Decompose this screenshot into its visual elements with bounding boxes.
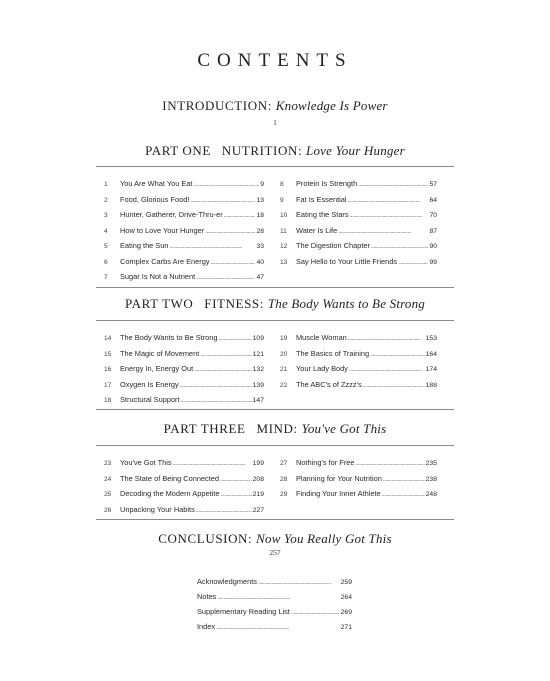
chapter-number: 20 (280, 350, 288, 358)
chapter-number: 10 (280, 212, 288, 219)
dot-leader (349, 362, 425, 378)
toc-entry (104, 346, 264, 362)
dot-leader (216, 620, 340, 635)
chapter-title: Water Is Life (296, 225, 338, 235)
chapter-page: 199 (252, 460, 264, 467)
chapter-title: Eating the Stars (296, 210, 349, 219)
chapter-number: 23 (104, 460, 112, 467)
chapter-number: 19 (280, 335, 288, 342)
chapter-page: 248 (425, 491, 437, 498)
dot-leader (358, 177, 428, 193)
toc-entry (280, 176, 437, 192)
part-two-heading (0, 296, 550, 312)
dot-leader (193, 177, 259, 193)
chapter-number: 1 (104, 181, 108, 188)
chapter-number: 16 (104, 366, 112, 373)
part-one-left-column (104, 176, 264, 285)
chapter-number: 26 (104, 506, 112, 514)
toc-entry (104, 377, 264, 393)
chapter-number: 17 (104, 381, 112, 389)
dot-leader (219, 331, 252, 347)
chapter-title: Oxygen Is Energy (120, 379, 179, 389)
chapter-title: Structural Support (120, 395, 180, 404)
part-one-heading (0, 143, 550, 159)
toc-entry (280, 361, 437, 377)
dot-leader (181, 393, 252, 409)
toc-entry (104, 223, 264, 239)
toc-entry (280, 238, 437, 254)
toc-entry (104, 330, 264, 346)
dot-leader (194, 362, 252, 378)
chapter-page: 264 (340, 594, 352, 601)
chapter-page: 188 (425, 381, 437, 389)
toc-entry (104, 455, 264, 471)
chapter-title: Say Hello to Your Little Friends (296, 256, 398, 266)
part-two-left-column (104, 330, 264, 408)
chapter-page: 164 (425, 350, 437, 358)
dot-leader (363, 378, 425, 394)
dot-leader (180, 378, 252, 394)
chapter-page: 121 (252, 350, 264, 358)
part-two-rule-top (96, 320, 454, 321)
chapter-page: 33 (256, 243, 264, 250)
chapter-number: 8 (280, 181, 284, 188)
chapter-page: 153 (425, 335, 437, 342)
dot-leader (348, 193, 429, 209)
chapter-title: Food, Glorious Food! (120, 194, 190, 204)
chapter-number: 6 (104, 258, 108, 266)
toc-entry (104, 392, 264, 408)
dot-leader (356, 456, 425, 472)
part-one-rule-bottom (96, 287, 454, 288)
toc-entry (104, 269, 264, 285)
chapter-page: 13 (256, 196, 264, 204)
toc-entry (104, 192, 264, 208)
part-three-right-column (280, 455, 437, 502)
dot-leader (211, 255, 256, 271)
dot-leader (220, 487, 251, 503)
toc-entry (104, 238, 264, 254)
introduction-subtitle: Knowledge Is Power (275, 98, 388, 113)
chapter-title: The State of Being Connected (120, 473, 220, 483)
chapter-number: 14 (104, 335, 112, 342)
toc-entry (104, 502, 264, 518)
chapter-page: 70 (429, 212, 437, 219)
chapter-title: Notes (197, 592, 217, 601)
toc-entry (197, 619, 352, 634)
conclusion-page: 257 (269, 548, 281, 557)
toc-entry (197, 574, 352, 589)
toc-entry (104, 486, 264, 502)
part-two-rule-bottom (96, 409, 454, 410)
part-two-label: PART TWO (124, 296, 194, 311)
chapter-title: Index (197, 622, 216, 631)
part-three-left-column (104, 455, 264, 517)
chapter-number: 13 (280, 258, 288, 266)
page-title: CONTENTS (197, 50, 353, 71)
chapter-page: 99 (429, 258, 437, 266)
chapter-title: Energy In, Energy Out (120, 364, 194, 373)
dot-leader (348, 331, 425, 347)
chapter-title: Planning for Your Nutrition (296, 473, 382, 483)
part-two-right-column (280, 330, 437, 392)
chapter-page: 109 (252, 335, 264, 342)
chapter-number: 22 (280, 381, 288, 389)
chapter-number: 25 (104, 491, 112, 498)
chapter-number: 9 (280, 196, 284, 204)
toc-entry (280, 192, 437, 208)
dot-leader (383, 472, 425, 488)
chapter-page: 40 (256, 258, 264, 266)
chapter-page: 269 (340, 609, 352, 616)
dot-leader (371, 239, 428, 255)
chapter-page: 238 (425, 475, 437, 483)
part-two-subtitle: The Body Wants to Be Strong (267, 296, 426, 311)
dot-leader (196, 503, 252, 519)
chapter-title: You've Got This (120, 458, 172, 467)
chapter-title: How to Love Your Hunger (120, 225, 205, 235)
dot-leader (173, 456, 252, 472)
chapter-title: Finding Your Inner Athlete (296, 489, 381, 498)
part-three-label: PART THREE (163, 421, 246, 436)
toc-entry (197, 589, 352, 604)
dot-leader (200, 347, 251, 363)
part-three-heading (0, 421, 550, 437)
chapter-title: The Basics of Training (296, 348, 370, 358)
chapter-title: The Body Wants to Be Strong (120, 333, 218, 342)
toc-entry (197, 604, 352, 619)
chapter-number: 15 (104, 350, 112, 358)
dot-leader (370, 347, 425, 363)
chapter-number: 29 (280, 491, 288, 498)
chapter-page: 64 (429, 196, 437, 204)
toc-entry (104, 207, 264, 223)
chapter-number: 3 (104, 212, 108, 219)
part-two-section: FITNESS: (204, 296, 264, 311)
dot-leader (398, 255, 428, 271)
chapter-page: 47 (256, 274, 264, 281)
chapter-page: 259 (340, 579, 352, 586)
conclusion-subtitle: Now You Really Got This (256, 531, 392, 546)
chapter-number: 21 (280, 366, 288, 373)
chapter-number: 2 (104, 196, 108, 204)
chapter-title: Protein Is Strength (296, 179, 358, 188)
chapter-title: Hunter, Gatherer, Drive-Thru-er (120, 210, 223, 219)
chapter-page: 227 (252, 506, 264, 514)
chapter-title: Eating the Sun (120, 241, 169, 250)
chapter-number: 7 (104, 274, 108, 281)
chapter-title: Acknowledgments (197, 577, 257, 586)
chapter-page: 235 (425, 460, 437, 467)
chapter-page: 90 (429, 243, 437, 250)
toc-entry (280, 254, 437, 270)
toc-entry (104, 361, 264, 377)
chapter-title: Supplementary Reading List (197, 607, 290, 616)
conclusion-heading (0, 531, 550, 547)
chapter-number: 27 (280, 460, 288, 467)
chapter-number: 11 (280, 227, 287, 235)
toc-entry (280, 330, 437, 346)
toc-entry (104, 176, 264, 192)
toc-entry (280, 455, 437, 471)
dot-leader (350, 208, 429, 224)
dot-leader (205, 224, 255, 240)
toc-entry (104, 471, 264, 487)
chapter-number: 18 (104, 397, 112, 404)
chapter-page: 271 (340, 624, 352, 631)
chapter-page: 147 (252, 397, 264, 404)
introduction-label: INTRODUCTION: (162, 98, 272, 113)
dot-leader (217, 590, 339, 605)
part-three-subtitle: You've Got This (301, 421, 387, 436)
toc-entry (104, 254, 264, 270)
dot-leader (220, 472, 252, 488)
part-one-right-column (280, 176, 437, 269)
toc-entry (280, 377, 437, 393)
dot-leader (224, 208, 256, 224)
dot-leader (338, 224, 428, 240)
toc-entry (280, 486, 437, 502)
part-three-rule-top (96, 445, 454, 446)
chapter-title: The ABC's of Zzzz's (296, 379, 362, 389)
part-one-rule-top (96, 166, 454, 167)
part-three-section: MIND: (256, 421, 298, 436)
chapter-title: Decoding the Modern Appetite (120, 489, 220, 498)
part-one-subtitle: Love Your Hunger (306, 143, 405, 158)
dot-leader (291, 605, 340, 620)
chapter-page: 174 (425, 366, 437, 373)
toc-entry (280, 471, 437, 487)
chapter-page: 132 (252, 366, 264, 373)
toc-entry (280, 346, 437, 362)
chapter-page: 139 (252, 381, 264, 389)
chapter-number: 28 (280, 475, 288, 483)
chapter-title: Unpacking Your Habits (120, 504, 195, 514)
dot-leader (196, 270, 255, 286)
chapter-number: 4 (104, 227, 108, 235)
part-one-section: NUTRITION: (221, 143, 303, 158)
chapter-page: 208 (252, 475, 264, 483)
chapter-title: Sugar Is Not a Nutrient (120, 272, 196, 281)
dot-leader (382, 487, 425, 503)
chapter-number: 5 (104, 243, 108, 250)
chapter-page: 18 (256, 212, 264, 219)
chapter-number: 12 (280, 243, 288, 250)
chapter-title: Complex Carbs Are Energy (120, 256, 210, 266)
chapter-page: 87 (429, 227, 437, 235)
toc-entry (280, 223, 437, 239)
part-one-label: PART ONE (145, 143, 211, 158)
chapter-title: Fat Is Essential (296, 194, 347, 204)
chapter-title: Muscle Woman (296, 333, 347, 342)
chapter-title: Nothing's for Free (296, 458, 355, 467)
toc-entry (280, 207, 437, 223)
dot-leader (190, 193, 255, 209)
dot-leader (258, 575, 340, 590)
dot-leader (170, 239, 256, 255)
back-matter-list (197, 574, 352, 634)
chapter-page: 28 (256, 227, 264, 235)
chapter-page: 9 (260, 181, 264, 188)
chapter-page: 57 (429, 181, 437, 188)
introduction-page: 1 (273, 118, 277, 127)
part-three-rule-bottom (96, 519, 454, 520)
chapter-title: The Digestion Chapter (296, 241, 370, 250)
chapter-title: Your Lady Body (296, 364, 348, 373)
chapter-number: 24 (104, 475, 112, 483)
chapter-title: The Magic of Movement (120, 348, 200, 358)
conclusion-label: CONCLUSION: (158, 531, 253, 546)
introduction-heading (0, 98, 550, 114)
chapter-title: You Are What You Eat (120, 179, 193, 188)
chapter-page: 219 (252, 491, 264, 498)
